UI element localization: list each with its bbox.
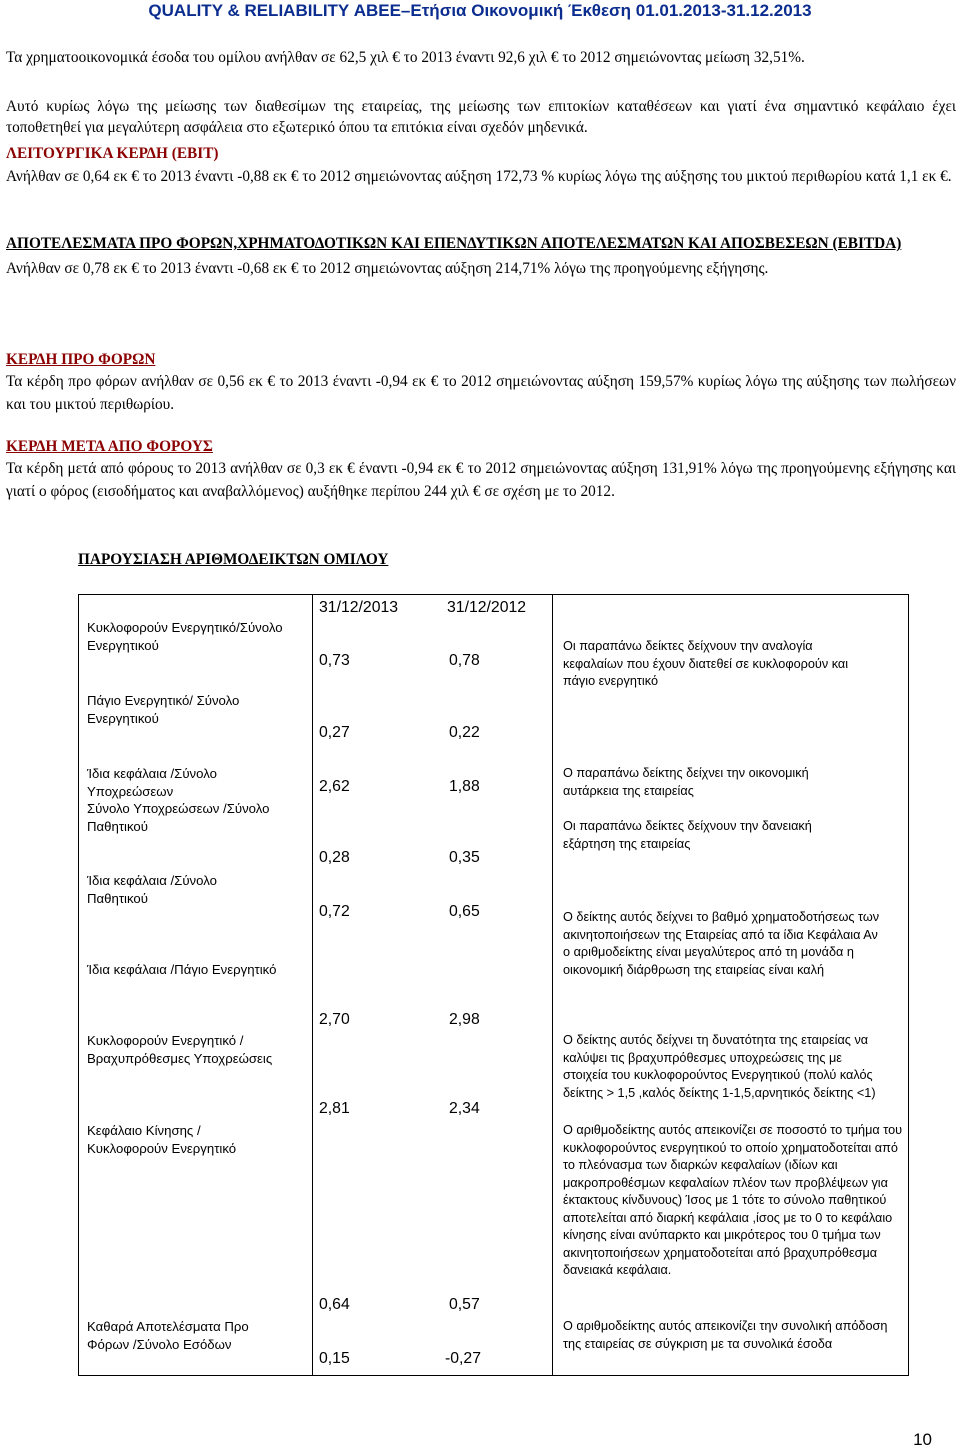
ratio-note: Ο αριθμοδείκτης αυτός απεικονίζει σε ποσοστό το τμήμα του κυκλοφορούντος ενεργητικού το οποίο χρηματοδοτείται από το πλεόνασμα των διαρκών κεφαλαίων (ιδίων και μακροπροθέσμων κεφαλαίων πλέον των προβλέψεων για έκτακτους κίνδυνους) Ίσος με 1 τότε το σύνολο παθητικού αποτελείται από διαρκή κεφάλαια ,ίσος με το 0 το κεφάλαιο κίνησης είναι ανύπαρκτο και μικρότερος του 0 τμήμα των ακινητοποιήσεων χρηματοδοτείται από βραχυπρόθεσμα δανειακά κεφάλαια. xyxy=(563,1123,903,1277)
pretax-text: Τα κέρδη προ φόρων ανήλθαν σε 0,56 εκ € το 2013 έναντι -0,94 εκ € το 2012 σημειώνοντας αύξηση 159,57% κυρίως λόγω της αύξησης των πωλήσεων και του μικτού περιθωρίου. xyxy=(6,373,956,413)
aftertax-heading: ΚΕΡΔΗ ΜΕΤΑ ΑΠΟ ΦΟΡΟΥΣ xyxy=(6,438,213,455)
aftertax-section xyxy=(6,436,956,503)
ebitda-section xyxy=(6,233,956,282)
ratio-value-2012: 0,57 xyxy=(449,1296,480,1313)
column-header-2013: 31/12/2013 xyxy=(319,599,399,616)
ratio-value-2013: 2,62 xyxy=(319,778,350,795)
ratio-label: Ίδια κεφάλαια /Πάγιο Ενεργητικό xyxy=(87,962,277,977)
table-divider xyxy=(552,595,553,1375)
ebitda-text: Ανήλθαν σε 0,78 εκ € το 2013 έναντι -0,68 εκ € το 2012 σημειώνοντας αύξηση 214,71% λόγω της προηγούμενης εξήγησης. xyxy=(6,260,769,277)
ratio-note: Ο δείκτης αυτός δείχνει το βαθμό χρηματοδοτήσεως των ακινητοποιήσεων της Εταιρείας από τα ίδια Κεφάλαια Αν ο αριθμοδείκτης είναι μεγαλύτερος από τη μονάδα η οικονομική διάρθρωση της εταιρείας είναι καλή xyxy=(563,910,880,977)
ratio-label: Κυκλοφορούν Ενεργητικό /Βραχυπρόθεσμες Υποχρεώσεις xyxy=(87,1033,273,1066)
ratio-note: Ο αριθμοδείκτης αυτός απεικονίζει την συνολική απόδοση της εταιρείας σε σύγκριση με τα συνολικά έσοδα xyxy=(563,1319,888,1351)
ratio-label: Σύνολο Υποχρεώσεων /Σύνολο Παθητικού xyxy=(87,801,270,834)
ratio-note: Ο δείκτης αυτός δείχνει τη δυνατότητα της εταιρείας να καλύψει τις βραχυπρόθεσμες υποχρεώσεις της με στοιχεία του κυκλοφορούντος Ενεργητικού (πολύ καλός δείκτης > 1,5 ,καλός δείκτης 1-1,5,αρνητικός δείκτης <1) xyxy=(563,1033,876,1100)
ratio-value-2012: 1,88 xyxy=(449,778,480,795)
ebitda-heading: ΑΠΟΤΕΛΕΣΜΑΤΑ ΠΡΟ ΦΟΡΩΝ,ΧΡΗΜΑΤΟΔΟΤΙΚΩΝ ΚΑΙ ΕΠΕΝΔΥΤΙΚΩΝ ΑΠΟΤΕΛΕΣΜΑΤΩΝ ΚΑΙ ΑΠΟΣΒΕΣΕΩΝ (EBITDA) xyxy=(6,235,902,252)
ebit-text: Ανήλθαν σε 0,64 εκ € το 2013 έναντι -0,88 εκ € το 2012 σημειώνοντας αύξηση 172,73 % κυρίως λόγω της αύξησης του μικτού περιθωρίου κατά 1,1 εκ €. xyxy=(6,168,952,185)
intro-financial-income: Τα χρηματοοικονομικά έσοδα του ομίλου ανήλθαν σε 62,5 χιλ € το 2013 έναντι 92,6 χιλ € το 2012 σημειώνοντας μείωση 32,51%. xyxy=(6,49,805,66)
ratio-value-2013: 0,28 xyxy=(319,849,350,866)
ratio-note: Ο παραπάνω δείκτης δείχνει την οικονομική αυτάρκεια της εταιρείας xyxy=(563,766,809,798)
ratios-table xyxy=(78,594,909,1376)
column-header-2012: 31/12/2012 xyxy=(447,599,527,616)
ratio-label: Κυκλοφορούν Ενεργητικό/Σύνολο Ενεργητικού xyxy=(87,620,283,653)
ratio-value-2012: 0,35 xyxy=(449,849,480,866)
document-header: QUALITY & RELIABILITY ΑΒΕΕ–Ετήσια Οικονομική Έκθεση 01.01.2013-31.12.2013 xyxy=(148,1,812,20)
ratio-value-2013: 2,81 xyxy=(319,1100,350,1117)
ratio-value-2013: 0,73 xyxy=(319,652,350,669)
ratio-label: Κεφάλαιο Κίνησης /Κυκλοφορούν Ενεργητικό xyxy=(87,1123,237,1156)
ebit-heading: ΛΕΙΤΟΥΡΓΙΚΑ ΚΕΡΔΗ (EBIT) xyxy=(6,145,219,162)
ratio-note: Οι παραπάνω δείκτες δείχνουν την δανειακή εξάρτηση της εταιρείας xyxy=(563,819,812,851)
ratio-value-2013: 0,15 xyxy=(319,1350,350,1367)
ratios-section-title: ΠΑΡΟΥΣΙΑΣΗ ΑΡΙΘΜΟΔΕΙΚΤΩΝ ΟΜΙΛΟΥ xyxy=(78,551,389,568)
page-number: 10 xyxy=(913,1430,932,1449)
ratio-value-2013: 0,64 xyxy=(319,1296,350,1313)
table-divider xyxy=(312,595,313,1375)
ratio-value-2012: 2,98 xyxy=(449,1011,480,1028)
ratio-value-2012: 2,34 xyxy=(449,1100,480,1117)
ratio-value-2013: 0,72 xyxy=(319,903,350,920)
ratio-value-2013: 0,27 xyxy=(319,724,350,741)
ratio-value-2013: 2,70 xyxy=(319,1011,350,1028)
ratio-value-2012: 0,78 xyxy=(449,652,480,669)
pretax-heading: ΚΕΡΔΗ ΠΡΟ ΦΟΡΩΝ xyxy=(6,351,156,368)
ratio-label: Ίδια κεφάλαια /Σύνολο Υποχρεώσεων xyxy=(87,766,217,799)
ebit-section xyxy=(6,143,956,189)
ratio-value-2012: -0,27 xyxy=(445,1350,482,1367)
aftertax-text: Τα κέρδη μετά από φόρους το 2013 ανήλθαν σε 0,3 εκ € έναντι -0,94 εκ € το 2012 σημειώνοντας αύξηση 131,91% λόγω της προηγούμενης εξήγησης και γιατί ο φόρος (εισοδήματος και αναβαλλόμενος) αυξήθηκε περίπου 244 χιλ € σε σχέση με το 2012. xyxy=(6,460,956,500)
ratio-label: Καθαρά Αποτελέσματα Προ Φόρων /Σύνολο Εσόδων xyxy=(87,1319,249,1352)
pretax-section xyxy=(6,349,956,416)
intro-explanation: Αυτό κυρίως λόγω της μείωσης των διαθεσίμων της εταιρείας, της μείωσης των επιτοκίων καταθέσεων και γιατί ένα σημαντικό κεφάλαιο έχει τοποθετηθεί για μεγαλύτερη ασφάλεια στο εξωτερικό όπου τα επιτόκια είναι σχεδόν μηδενικά. xyxy=(6,98,956,136)
ratio-label: Πάγιο Ενεργητικό/ Σύνολο Ενεργητικού xyxy=(87,693,240,726)
ratio-value-2012: 0,22 xyxy=(449,724,480,741)
ratio-note: Οι παραπάνω δείκτες δείχνουν την αναλογία κεφαλαίων που έχουν διατεθεί σε κυκλοφορούν και πάγιο ενεργητικό xyxy=(563,639,849,688)
ratio-label: Ίδια κεφάλαια /Σύνολο Παθητικού xyxy=(87,873,217,906)
ratio-value-2012: 0,65 xyxy=(449,903,480,920)
